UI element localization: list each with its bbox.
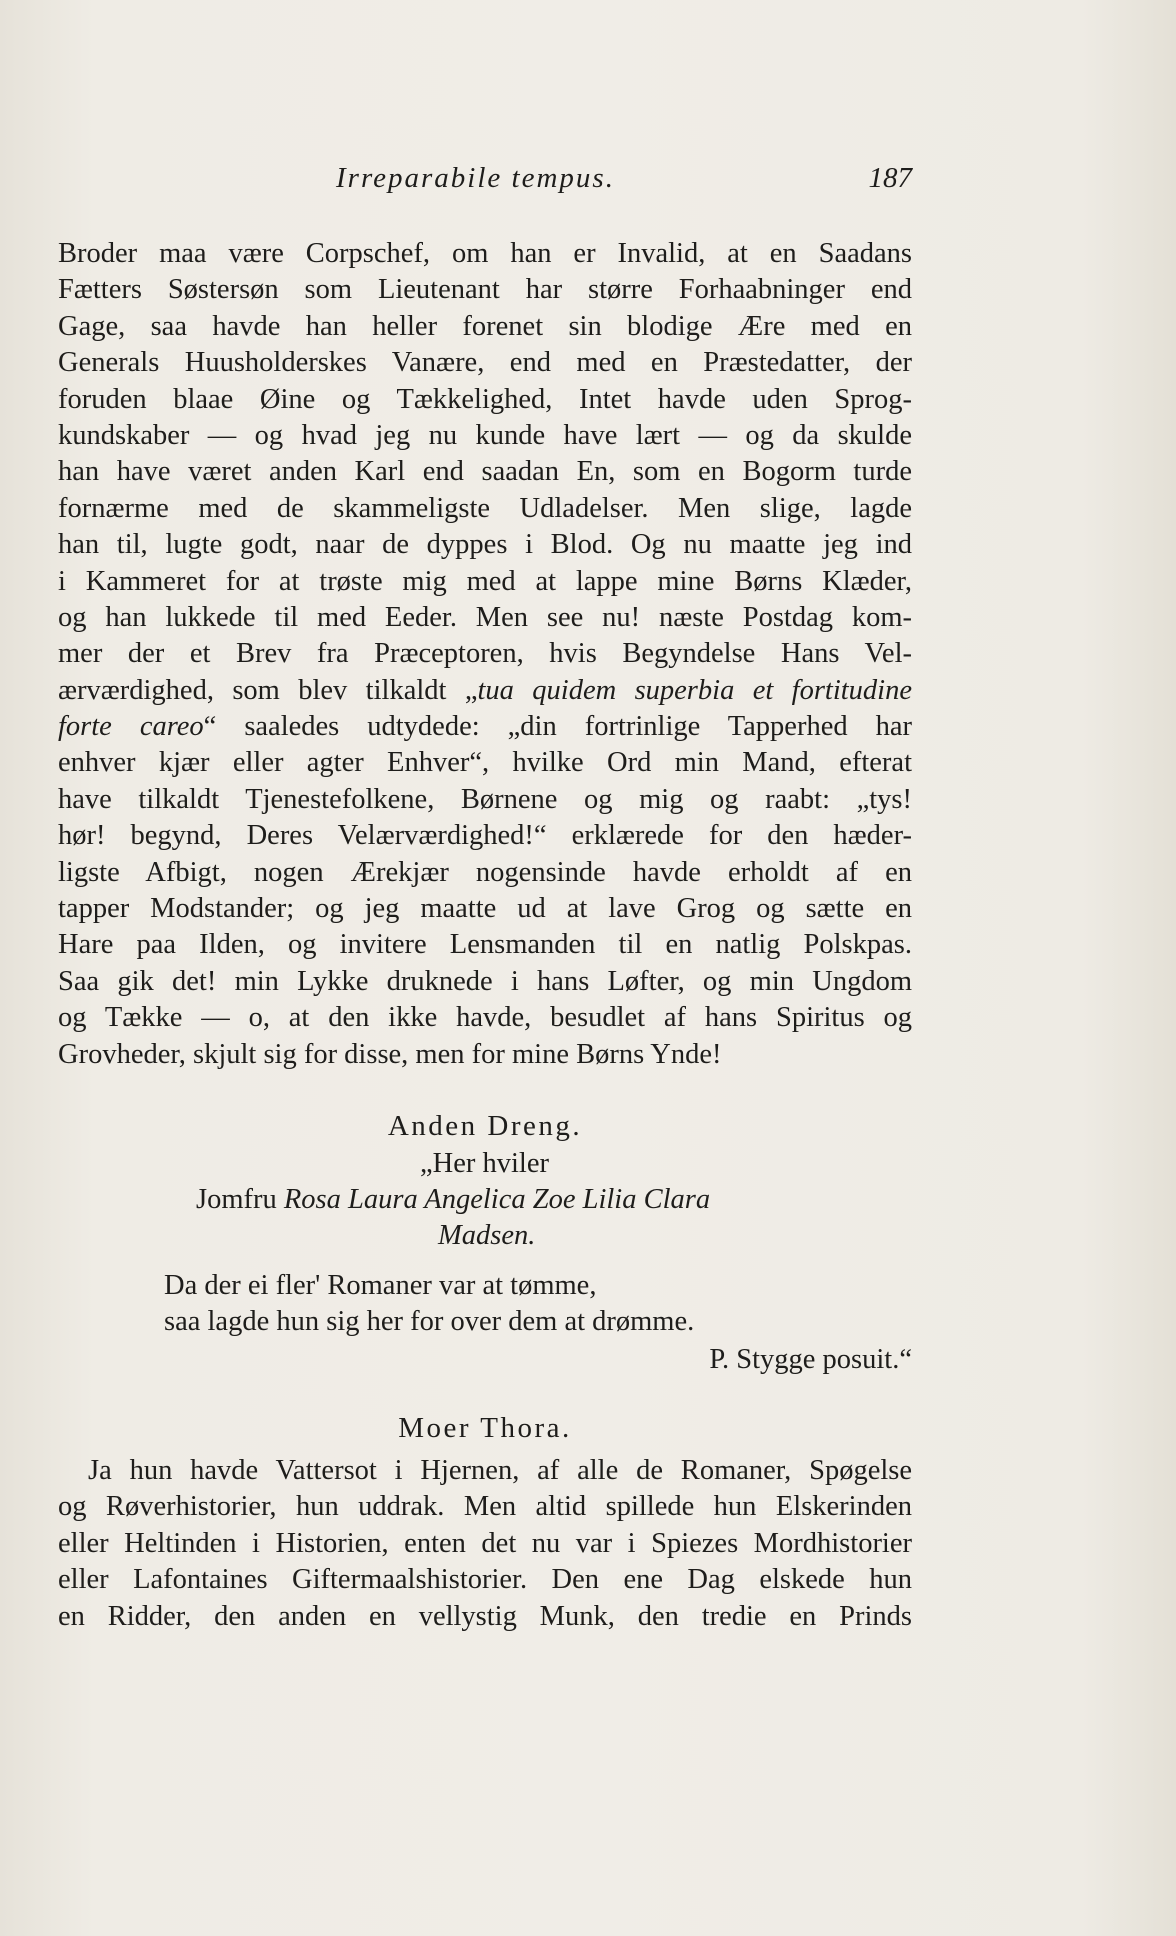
text-line: fornærme med de skammeligste Udladelser. Men slige, lagde [58, 492, 912, 524]
text-line [58, 673, 912, 709]
page-header [336, 162, 912, 206]
name-italic: Madsen. [438, 1219, 536, 1251]
text-line: Generals Huusholderskes Vanære, end med en Præstedatter, der [58, 347, 912, 379]
text-run: Jomfru [196, 1183, 284, 1215]
spacer [58, 1395, 912, 1409]
text-line: og Tække — o, at den ikke havde, besudlet af hans Spiritus og [58, 1002, 912, 1034]
verse-line: saa lagde hun sig her for over dem at drømme. [164, 1305, 695, 1337]
latin-quote: tua quidem superbia et fortitudine [477, 674, 912, 706]
running-title: Irreparabile tempus. [336, 162, 615, 194]
text-run: “ saaledes udtydede: „din fortrinlige Tapperhed har [203, 711, 912, 743]
speaker-heading: Moer Thora. [398, 1411, 572, 1444]
speaker-heading: Anden Dreng. [387, 1109, 583, 1142]
text-line: mer der et Brev fra Præceptoren, hvis Begyndelse Hans Vel- [58, 638, 912, 670]
text-line: Saa gik det! min Lykke druknede i hans Løfter, og min Ungdom [58, 965, 912, 997]
text-line: eller Lafontaines Giftermaalshistorier. Den ene Dag elskede hun [58, 1564, 912, 1596]
text-line: i Kammeret for at trøste mig med at lappe mine Børns Klæder, [58, 565, 912, 597]
epitaph-line [196, 1181, 710, 1218]
text-line: og han lukkede til med Eeder. Men see nu! næste Postdag kom- [58, 601, 912, 633]
text-line: og Røverhistorier, hun uddrak. Men altid spillede hun Elskerinden [58, 1491, 912, 1523]
verse-line: Da der ei fler' Romaner var at tømme, [164, 1269, 597, 1301]
text-line: han til, lugte godt, naar de dyppes i Blod. Og nu maatte jeg ind [58, 529, 912, 561]
text-run: ærværdighed, som blev tilkaldt „ [58, 674, 478, 706]
spacer [58, 1073, 912, 1107]
paragraph-1 [58, 236, 912, 1073]
text-line: ligste Afbigt, nogen Ærekjær nogensinde havde erholdt af en [58, 856, 912, 888]
text-line: foruden blaae Øine og Tækkelighed, Intet havde uden Sprog- [58, 383, 912, 415]
text-line: tapper Modstander; og jeg maatte ud at lave Grog og sætte en [58, 893, 912, 925]
name-italic: Rosa Laura Angelica Zoe Lilia Clara [283, 1183, 711, 1215]
text-line: eller Heltinden i Historien, enten det nu var i Spiezes Mordhistorier [58, 1527, 912, 1559]
text-line: have tilkaldt Tjenestefolkene, Børnene og mig og raabt: „tys! [58, 783, 912, 815]
latin-quote: forte careo [58, 711, 204, 743]
epitaph-line [438, 1217, 535, 1254]
epitaph [58, 1145, 912, 1395]
text-line [58, 709, 912, 745]
text-line: Grovheder, skjult sig for disse, men for mine Børns Ynde! [58, 1038, 722, 1070]
text-line: han have været anden Karl end saadan En, som en Bogorm turde [58, 456, 912, 488]
text-line: Fætters Søstersøn som Lieutenant har større Forhaabninger end [58, 274, 912, 306]
text-line: en Ridder, den anden en vellystig Munk, den tredie en Prinds [58, 1600, 912, 1632]
text-line: Broder maa være Corpschef, om han er Invalid, at en Saadans [58, 238, 912, 269]
epitaph-line: „Her hviler [420, 1147, 549, 1179]
epitaph-signature: P. Stygge posuit.“ [709, 1343, 912, 1375]
paragraph-2 [58, 1453, 912, 1635]
text-line: hør! begynd, Deres Velærværdighed!“ erklærede for den hæder- [58, 820, 912, 852]
page-body [58, 236, 912, 1635]
text-line: Ja hun havde Vattersot i Hjernen, af alle de Romaner, Spøgelse [88, 1454, 912, 1486]
text-line: kundskaber — og hvad jeg nu kunde have lært — og da skulde [58, 419, 912, 451]
text-line: Hare paa Ilden, og invitere Lensmanden til en natlig Polskpas. [58, 929, 912, 961]
page-number: 187 [868, 162, 912, 194]
text-line: enhver kjær eller agter Enhver“, hvilke Ord min Mand, efterat [58, 747, 912, 779]
text-line: Gage, saa havde han heller forenet sin blodige Ære med en [58, 310, 912, 342]
